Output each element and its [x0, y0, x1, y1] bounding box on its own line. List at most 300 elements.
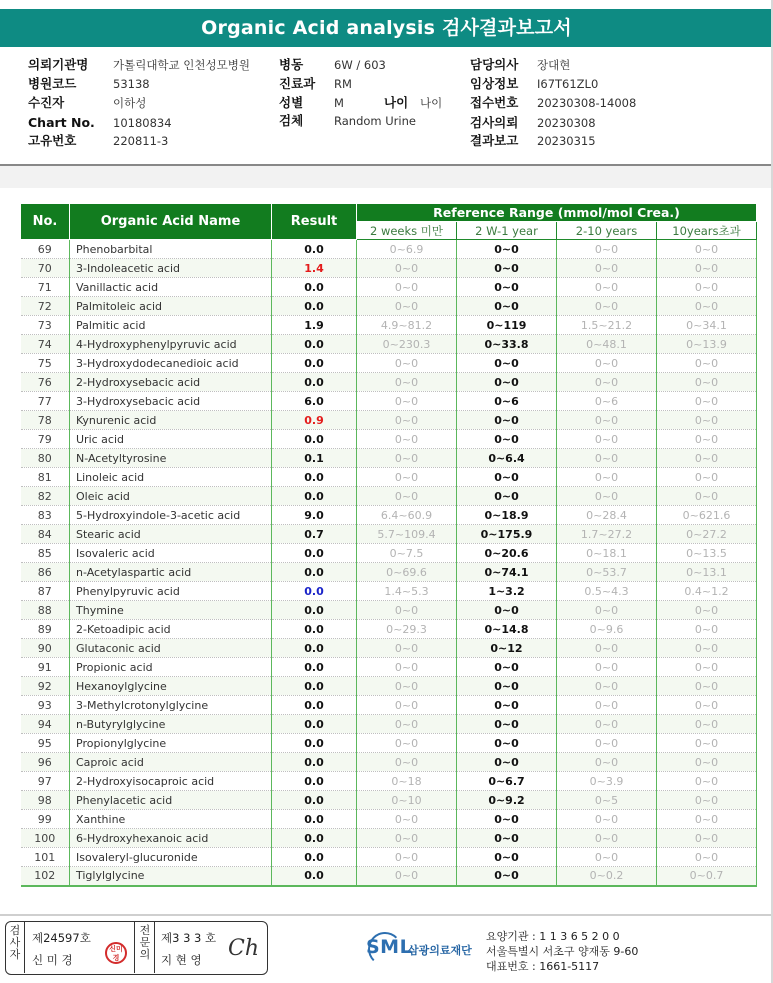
organic-acid-name: Isovaleryl-glucuronide: [70, 848, 272, 867]
organic-acid-name: N-Acetyltyrosine: [70, 449, 272, 468]
row-number: 81: [21, 468, 70, 487]
result-value: 0.0: [272, 791, 357, 810]
result-value: 0.9: [272, 411, 357, 430]
ref-2w-1y: 0~0: [457, 354, 557, 373]
row-number: 86: [21, 563, 70, 582]
row-number: 87: [21, 582, 70, 601]
result-value: 0.0: [272, 544, 357, 563]
table-row: [21, 791, 757, 810]
ref-over-10y: 0~13.9: [657, 335, 757, 354]
ref-over-10y: 0~0: [657, 848, 757, 867]
table-row: [21, 582, 757, 601]
ref-under-2-weeks: 6.4~60.9: [357, 506, 457, 525]
result-value: 9.0: [272, 506, 357, 525]
row-number: 100: [21, 829, 70, 848]
result-value: 0.0: [272, 867, 357, 886]
table-row: [21, 297, 757, 316]
ref-2w-1y: 0~119: [457, 316, 557, 335]
ref-over-10y: 0~0: [657, 734, 757, 753]
row-number: 91: [21, 658, 70, 677]
ref-2-10y: 0~48.1: [557, 335, 657, 354]
ref-2-10y: 0~0: [557, 734, 657, 753]
table-row: [21, 829, 757, 848]
row-number: 101: [21, 848, 70, 867]
ref-over-10y: 0~0: [657, 829, 757, 848]
ref-under-2-weeks: 4.9~81.2: [357, 316, 457, 335]
specialist-name: 지 현 영: [161, 953, 202, 967]
ref-under-2-weeks: 0~0: [357, 354, 457, 373]
sml-logo: [366, 932, 476, 972]
table-row: [21, 734, 757, 753]
sex-value: M: [334, 96, 344, 110]
table-row: [21, 335, 757, 354]
column-header-reference-range: Reference Range (mmol/mol Crea.): [357, 204, 757, 222]
table-row: [21, 753, 757, 772]
result-value: 0.0: [272, 753, 357, 772]
organic-acid-name: Propionylglycine: [70, 734, 272, 753]
ref-2w-1y: 0~0: [457, 867, 557, 886]
row-number: 98: [21, 791, 70, 810]
ref-over-10y: 0~34.1: [657, 316, 757, 335]
ref-2w-1y: 0~0: [457, 715, 557, 734]
table-row: [21, 525, 757, 544]
row-number: 102: [21, 867, 70, 886]
result-value: 0.1: [272, 449, 357, 468]
organic-acid-name: Propionic acid: [70, 658, 272, 677]
ref-over-10y: 0~0: [657, 677, 757, 696]
section-divider: [0, 166, 773, 188]
ref-2-10y: 1.7~27.2: [557, 525, 657, 544]
row-number: 69: [21, 240, 70, 259]
ref-2w-1y: 0~0: [457, 278, 557, 297]
ref-under-2-weeks: 0~0: [357, 411, 457, 430]
ref-2w-1y: 0~0: [457, 810, 557, 829]
ref-over-10y: 0~0: [657, 354, 757, 373]
organic-acid-name: Hexanoylglycine: [70, 677, 272, 696]
ref-under-2-weeks: 0~230.3: [357, 335, 457, 354]
ref-2-10y: 0~0: [557, 449, 657, 468]
ref-over-10y: 0~0: [657, 639, 757, 658]
ref-2-10y: 0.5~4.3: [557, 582, 657, 601]
ref-under-2-weeks: 0~0: [357, 639, 457, 658]
ref-under-2-weeks: 0~0: [357, 487, 457, 506]
ref-under-2-weeks: 0~0: [357, 468, 457, 487]
ref-2-10y: 0~0.2: [557, 867, 657, 886]
row-number: 80: [21, 449, 70, 468]
ref-under-2-weeks: 0~0: [357, 392, 457, 411]
result-value: 0.0: [272, 677, 357, 696]
table-row: [21, 772, 757, 791]
recipient-value: 이하성: [113, 96, 147, 110]
row-number: 74: [21, 335, 70, 354]
table-row: [21, 715, 757, 734]
result-value: 0.0: [272, 810, 357, 829]
ref-over-10y: 0~0: [657, 810, 757, 829]
organic-acid-name: 5-Hydroxyindole-3-acetic acid: [70, 506, 272, 525]
result-value: 0.0: [272, 335, 357, 354]
ref-2w-1y: 0~0: [457, 601, 557, 620]
ref-over-10y: 0~0: [657, 411, 757, 430]
column-header-ref-2-10y: 2-10 years: [557, 222, 657, 240]
ref-2-10y: 0~0: [557, 848, 657, 867]
row-number: 96: [21, 753, 70, 772]
column-header-ref-2w-1y: 2 W-1 year: [457, 222, 557, 240]
ref-2-10y: 0~0: [557, 658, 657, 677]
ref-under-2-weeks: 0~0: [357, 829, 457, 848]
ref-over-10y: 0~0: [657, 240, 757, 259]
ref-over-10y: 0~0.7: [657, 867, 757, 886]
ref-over-10y: 0~0: [657, 297, 757, 316]
ref-over-10y: 0~0: [657, 373, 757, 392]
ref-2-10y: 0~5: [557, 791, 657, 810]
ref-2w-1y: 0~0: [457, 696, 557, 715]
examiner-stamp: 신미경: [105, 942, 127, 964]
column-header-name: Organic Acid Name: [70, 204, 272, 240]
ref-under-2-weeks: 0~29.3: [357, 620, 457, 639]
row-number: 84: [21, 525, 70, 544]
organic-acid-name: Thymine: [70, 601, 272, 620]
row-number: 72: [21, 297, 70, 316]
ref-2-10y: 0~9.6: [557, 620, 657, 639]
table-row: [21, 639, 757, 658]
phone-number: 대표번호 : 1661-5117: [486, 960, 600, 973]
ref-2-10y: 0~0: [557, 278, 657, 297]
column-header-ref-under-2-weeks: 2 weeks 미만: [357, 222, 457, 240]
ref-under-2-weeks: 0~0: [357, 278, 457, 297]
ref-2-10y: 0~0: [557, 753, 657, 772]
specialist-license: 제3 3 3 호: [161, 931, 217, 945]
ref-under-2-weeks: 0~0: [357, 677, 457, 696]
ref-2-10y: 0~0: [557, 297, 657, 316]
physician-value: 장대현: [537, 58, 571, 72]
table-row: [21, 430, 757, 449]
unique-no-value: 220811-3: [113, 134, 169, 148]
ref-over-10y: 0~621.6: [657, 506, 757, 525]
organic-acid-name: 3-Hydroxydodecanedioic acid: [70, 354, 272, 373]
table-row: [21, 506, 757, 525]
ref-2w-1y: 0~0: [457, 734, 557, 753]
row-number: 92: [21, 677, 70, 696]
organic-acid-name: 2-Ketoadipic acid: [70, 620, 272, 639]
ref-2w-1y: 0~0: [457, 658, 557, 677]
organic-acid-name: 3-Indoleacetic acid: [70, 259, 272, 278]
result-value: 0.0: [272, 715, 357, 734]
clinical-info-label: 임상정보: [470, 76, 519, 91]
table-row: [21, 259, 757, 278]
organic-acid-name: n-Acetylaspartic acid: [70, 563, 272, 582]
logo-text: SML: [366, 936, 413, 958]
divider: [134, 922, 135, 973]
table-row: [21, 354, 757, 373]
ref-2w-1y: 0~0: [457, 430, 557, 449]
row-number: 89: [21, 620, 70, 639]
ref-under-2-weeks: 0~7.5: [357, 544, 457, 563]
ref-2-10y: 0~0: [557, 373, 657, 392]
row-number: 90: [21, 639, 70, 658]
result-value: 0.0: [272, 468, 357, 487]
table-row: [21, 278, 757, 297]
ref-over-10y: 0~0: [657, 620, 757, 639]
column-header-ref-over-10y: 10years초과: [657, 222, 757, 240]
organization-contact: [486, 929, 638, 974]
ref-2w-1y: 0~0: [457, 259, 557, 278]
table-row: [21, 487, 757, 506]
ref-over-10y: 0~0: [657, 715, 757, 734]
table-row: [21, 848, 757, 867]
table-row: [21, 601, 757, 620]
table-row: [21, 677, 757, 696]
unique-no-label: 고유번호: [28, 133, 77, 148]
request-date-value: 20230308: [537, 116, 596, 130]
recipient-label: 수진자: [28, 95, 65, 110]
organic-acid-name: Glutaconic acid: [70, 639, 272, 658]
specialist-signature: Ch: [228, 936, 260, 961]
result-value: 0.0: [272, 620, 357, 639]
ref-2-10y: 0~18.1: [557, 544, 657, 563]
result-value: 0.0: [272, 297, 357, 316]
care-institution-number: 요양기관 : 1 1 3 6 5 2 0 0: [486, 930, 620, 943]
report-footer: [0, 914, 773, 983]
organic-acid-name: 2-Hydroxyisocaproic acid: [70, 772, 272, 791]
organic-acid-name: Xanthine: [70, 810, 272, 829]
organic-acid-name: Vanillactic acid: [70, 278, 272, 297]
chart-no-label: Chart No.: [28, 115, 95, 130]
ref-over-10y: 0~13.1: [657, 563, 757, 582]
row-number: 93: [21, 696, 70, 715]
ref-over-10y: 0~0: [657, 468, 757, 487]
row-number: 78: [21, 411, 70, 430]
ref-2w-1y: 0~18.9: [457, 506, 557, 525]
organic-acid-name: Palmitic acid: [70, 316, 272, 335]
result-value: 0.0: [272, 601, 357, 620]
ref-under-2-weeks: 0~6.9: [357, 240, 457, 259]
sex-label: 성별: [279, 95, 304, 110]
ref-over-10y: 0~0: [657, 449, 757, 468]
organic-acid-name: 6-Hydroxyhexanoic acid: [70, 829, 272, 848]
column-header-no: No.: [21, 204, 70, 240]
ref-under-2-weeks: 0~69.6: [357, 563, 457, 582]
table-row: [21, 411, 757, 430]
ref-2-10y: 0~0: [557, 468, 657, 487]
patient-info-section: [0, 52, 773, 166]
row-number: 83: [21, 506, 70, 525]
ref-under-2-weeks: 0~0: [357, 848, 457, 867]
ref-2w-1y: 0~12: [457, 639, 557, 658]
ref-over-10y: 0~0: [657, 392, 757, 411]
ref-2-10y: 0~0: [557, 411, 657, 430]
table-row: [21, 449, 757, 468]
organic-acid-name: Linoleic acid: [70, 468, 272, 487]
organization-name: 삼광의료재단: [408, 944, 472, 957]
result-value: 1.4: [272, 259, 357, 278]
ref-2-10y: 0~0: [557, 696, 657, 715]
ref-2w-1y: 1~3.2: [457, 582, 557, 601]
table-row: [21, 696, 757, 715]
row-number: 71: [21, 278, 70, 297]
ref-over-10y: 0~0: [657, 278, 757, 297]
ref-2w-1y: 0~0: [457, 240, 557, 259]
ref-under-2-weeks: 0~10: [357, 791, 457, 810]
ref-2-10y: 0~0: [557, 354, 657, 373]
table-row: [21, 658, 757, 677]
ref-over-10y: 0~0: [657, 791, 757, 810]
row-number: 85: [21, 544, 70, 563]
result-value: 0.0: [272, 848, 357, 867]
ref-2w-1y: 0~175.9: [457, 525, 557, 544]
table-row: [21, 373, 757, 392]
ref-over-10y: 0~0: [657, 601, 757, 620]
examiner-license: 제24597호: [32, 931, 91, 945]
ref-over-10y: 0~0: [657, 696, 757, 715]
organic-acid-name: Tiglylglycine: [70, 867, 272, 886]
divider: [154, 922, 155, 973]
row-number: 99: [21, 810, 70, 829]
report-title: Organic Acid analysis 검사결과보고서: [0, 9, 773, 47]
ref-over-10y: 0.4~1.2: [657, 582, 757, 601]
ref-2w-1y: 0~0: [457, 468, 557, 487]
ref-2-10y: 0~0: [557, 677, 657, 696]
ref-over-10y: 0~0: [657, 430, 757, 449]
ref-under-2-weeks: 0~0: [357, 715, 457, 734]
result-value: 1.9: [272, 316, 357, 335]
specimen-label: 검체: [279, 113, 304, 128]
ref-2-10y: 0~0: [557, 240, 657, 259]
ref-over-10y: 0~27.2: [657, 525, 757, 544]
ref-2w-1y: 0~14.8: [457, 620, 557, 639]
clinical-info-value: I67T61ZL0: [537, 77, 599, 91]
ref-2-10y: 0~3.9: [557, 772, 657, 791]
organic-acid-name: Oleic acid: [70, 487, 272, 506]
ref-2w-1y: 0~9.2: [457, 791, 557, 810]
result-value: 0.0: [272, 240, 357, 259]
ref-under-2-weeks: 0~0: [357, 297, 457, 316]
row-number: 77: [21, 392, 70, 411]
ref-2-10y: 0~0: [557, 601, 657, 620]
ref-2w-1y: 0~6.7: [457, 772, 557, 791]
ref-2w-1y: 0~0: [457, 373, 557, 392]
ref-under-2-weeks: 0~18: [357, 772, 457, 791]
column-header-result: Result: [272, 204, 357, 240]
organic-acid-name: Kynurenic acid: [70, 411, 272, 430]
row-number: 70: [21, 259, 70, 278]
institution-label: 의뢰기관명: [28, 57, 89, 72]
ref-over-10y: 0~0: [657, 487, 757, 506]
ref-under-2-weeks: 0~0: [357, 696, 457, 715]
row-number: 79: [21, 430, 70, 449]
request-date-label: 검사의뢰: [470, 115, 519, 130]
table-row: [21, 620, 757, 639]
table-row: [21, 867, 757, 886]
chart-no-value: 10180834: [113, 116, 172, 130]
ref-2w-1y: 0~0: [457, 411, 557, 430]
row-number: 94: [21, 715, 70, 734]
ward-label: 병동: [279, 57, 304, 72]
hospital-code-value: 53138: [113, 77, 150, 91]
department-label: 진료과: [279, 76, 316, 91]
result-value: 0.0: [272, 658, 357, 677]
ref-2w-1y: 0~6: [457, 392, 557, 411]
signature-box: [5, 921, 268, 975]
institution-value: 가톨릭대학교 인천성모병원: [113, 58, 250, 72]
ref-2-10y: 0~6: [557, 392, 657, 411]
ref-2w-1y: 0~6.4: [457, 449, 557, 468]
ref-2-10y: 0~0: [557, 487, 657, 506]
row-number: 75: [21, 354, 70, 373]
ref-2w-1y: 0~33.8: [457, 335, 557, 354]
table-row: [21, 544, 757, 563]
ref-under-2-weeks: 0~0: [357, 810, 457, 829]
result-value: 0.0: [272, 582, 357, 601]
result-value: 0.0: [272, 278, 357, 297]
row-number: 76: [21, 373, 70, 392]
result-value: 0.0: [272, 373, 357, 392]
ref-2w-1y: 0~20.6: [457, 544, 557, 563]
ref-under-2-weeks: 0~0: [357, 867, 457, 886]
ref-2w-1y: 0~0: [457, 297, 557, 316]
result-value: 0.0: [272, 772, 357, 791]
examiner-name: 신 미 경: [32, 953, 73, 967]
age-label: 나이: [384, 95, 409, 110]
ref-under-2-weeks: 0~0: [357, 373, 457, 392]
specialist-label: 전문의: [139, 924, 151, 961]
ref-2w-1y: 0~74.1: [457, 563, 557, 582]
hospital-code-label: 병원코드: [28, 76, 77, 91]
ref-under-2-weeks: 0~0: [357, 430, 457, 449]
organic-acid-name: n-Butyrylglycine: [70, 715, 272, 734]
result-value: 6.0: [272, 392, 357, 411]
row-number: 88: [21, 601, 70, 620]
ref-under-2-weeks: 0~0: [357, 734, 457, 753]
results-table: [20, 203, 757, 887]
ref-under-2-weeks: 0~0: [357, 259, 457, 278]
row-number: 73: [21, 316, 70, 335]
specimen-value: Random Urine: [334, 114, 416, 128]
row-number: 95: [21, 734, 70, 753]
result-value: 0.0: [272, 487, 357, 506]
result-value: 0.0: [272, 639, 357, 658]
report-date-label: 결과보고: [470, 133, 519, 148]
ref-2-10y: 0~0: [557, 829, 657, 848]
row-number: 82: [21, 487, 70, 506]
ref-over-10y: 0~0: [657, 259, 757, 278]
table-row: [21, 392, 757, 411]
department-value: RM: [334, 77, 352, 91]
table-row: [21, 468, 757, 487]
row-number: 97: [21, 772, 70, 791]
table-row: [21, 810, 757, 829]
organic-acid-name: Phenylpyruvic acid: [70, 582, 272, 601]
organic-acid-name: Phenobarbital: [70, 240, 272, 259]
ward-value: 6W / 603: [334, 58, 386, 72]
divider: [24, 922, 25, 973]
physician-label: 담당의사: [470, 57, 519, 72]
address: 서울특별시 서초구 양재동 9-60: [486, 945, 639, 958]
organic-acid-name: Caproic acid: [70, 753, 272, 772]
ref-2-10y: 0~53.7: [557, 563, 657, 582]
result-value: 0.0: [272, 563, 357, 582]
ref-2w-1y: 0~0: [457, 753, 557, 772]
organic-acid-name: Uric acid: [70, 430, 272, 449]
result-value: 0.0: [272, 354, 357, 373]
ref-2w-1y: 0~0: [457, 829, 557, 848]
organic-acid-name: Stearic acid: [70, 525, 272, 544]
age-value: 나이: [420, 96, 443, 110]
organic-acid-name: Palmitoleic acid: [70, 297, 272, 316]
organic-acid-name: Isovaleric acid: [70, 544, 272, 563]
ref-under-2-weeks: 1.4~5.3: [357, 582, 457, 601]
organic-acid-name: 3-Hydroxysebacic acid: [70, 392, 272, 411]
result-value: 0.0: [272, 829, 357, 848]
